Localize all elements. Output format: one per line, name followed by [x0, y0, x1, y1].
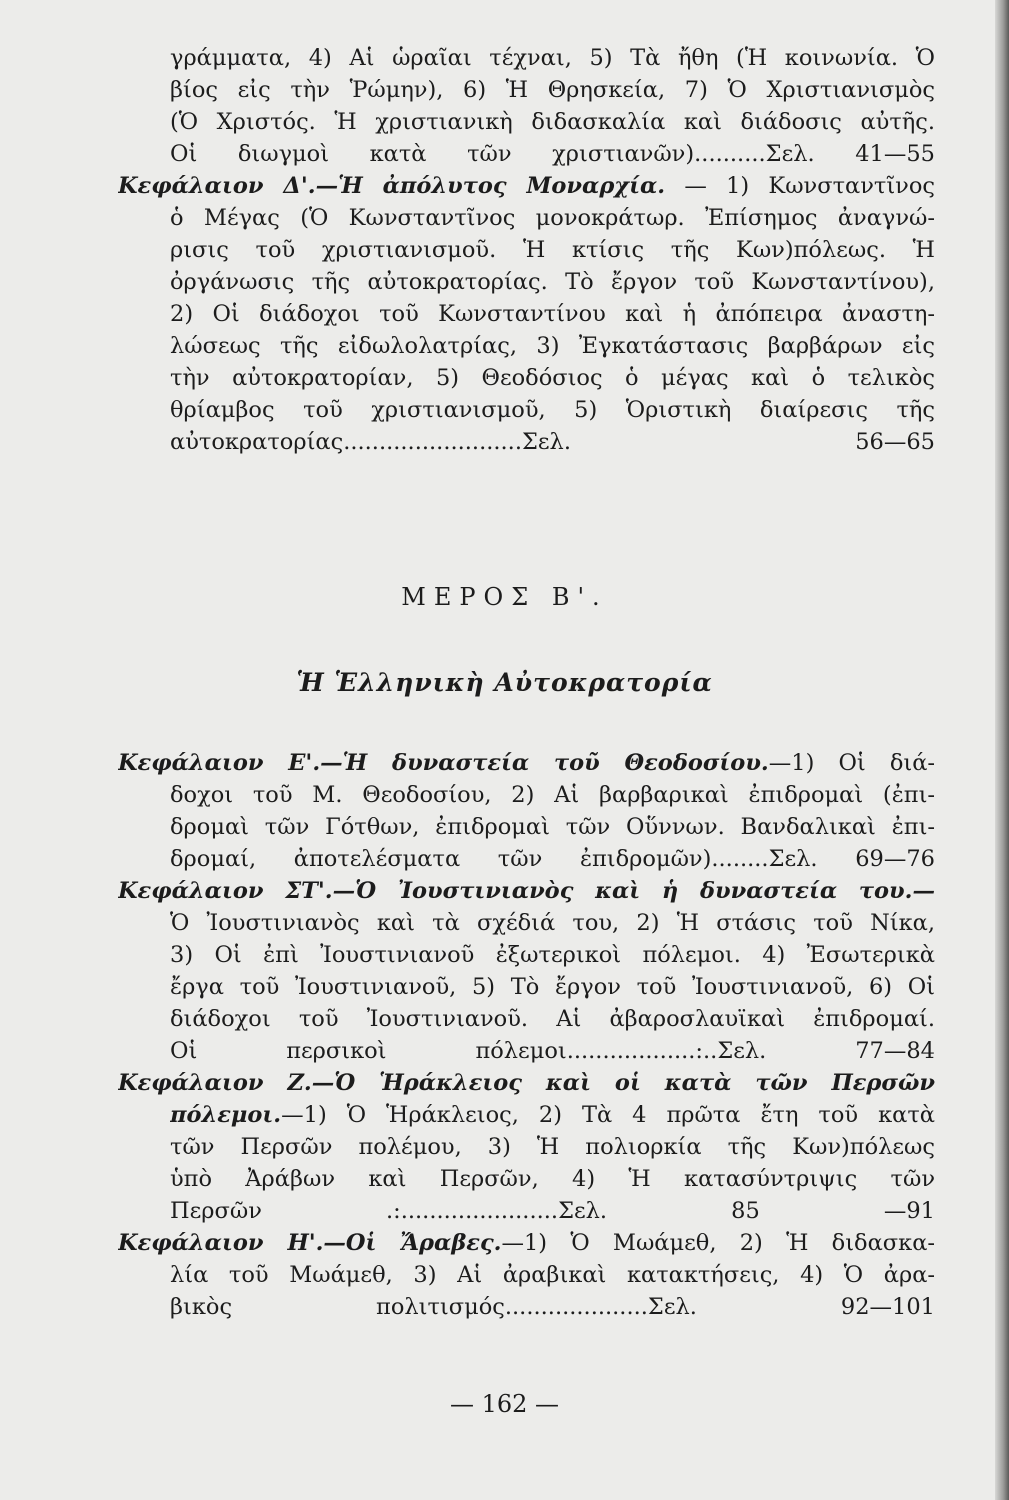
- text-line: τῶν Περσῶν πολέμου, 3) Ἡ πολιορκία τῆς Κων)πόλεως: [170, 1134, 935, 1160]
- text-line: βίος εἰς τὴν Ῥώμην), 6) Ἡ Θρησκεία, 7) Ὁ Χριστιανισμὸς: [170, 77, 935, 103]
- page-edge-shadow: [995, 0, 1009, 1500]
- chapter-e-label: Κεφάλαιον Ε'.—Ἡ δυναστεία τοῦ Θεοδοσίου.: [118, 750, 769, 776]
- text-line: 3) Οἱ ἐπὶ Ἰουστινιανοῦ ἐξωτερικοὶ πόλεμοι. 4) Ἐσωτερικὰ: [170, 942, 935, 968]
- chapter-h-label: Κεφάλαιον Η'.—Οἱ Ἄραβες.: [118, 1230, 502, 1256]
- chapter-h-heading: [118, 1227, 935, 1259]
- text-line: ὑπὸ Ἀράβων καὶ Περσῶν, 4) Ἡ κατασύντριψις τῶν: [170, 1166, 935, 1192]
- text-line: γράμματα, 4) Αἱ ὡραῖαι τέχναι, 5) Τὰ ἤθη (Ἡ κοινωνία. Ὁ: [170, 45, 935, 71]
- toc-upper: [118, 42, 935, 458]
- chapter-d-label: Κεφάλαιον Δ'.—Ἡ ἀπόλυτος Μοναρχία.: [118, 173, 666, 199]
- part-subtitle: Ἡ Ἑλληνικὴ Αὐτοκρατορία: [296, 668, 713, 697]
- chapter-st-label: Κεφάλαιον ΣΤ'.—Ὁ Ἰουστινιανὸς καὶ ἡ δυναστεία του.—: [118, 878, 935, 904]
- text-line: Οἱ περσικοὶ πόλεμοι..................:..Σελ. 77—84: [170, 1038, 935, 1064]
- chapter-e-first: —1) Οἱ διά-: [768, 750, 935, 776]
- text-line: αὐτοκρατορίας.........................Σελ. 56—65: [170, 429, 935, 455]
- text-line: βικὸς πολιτισμός....................Σελ. 92—101: [170, 1294, 935, 1320]
- toc-lower: [118, 747, 935, 1323]
- text-line: Οἱ διωγμοὶ κατὰ τῶν χριστιανῶν)..........Σελ. 41—55: [170, 141, 935, 167]
- text-line: Περσῶν .:......................Σελ. 85 —91: [170, 1198, 935, 1224]
- text-line: τὴν αὐτοκρατορίαν, 5) Θεοδόσιος ὁ μέγας καὶ ὁ τελικὸς: [170, 365, 935, 391]
- text-line: ἔργα τοῦ Ἰουστινιανοῦ, 5) Τὸ ἔργον τοῦ Ἰουστινιανοῦ, 6) Οἱ: [170, 974, 935, 1000]
- text-line: δρομαὶ τῶν Γότθων, ἐπιδρομαὶ τῶν Οὕννων. Βανδαλικαὶ ἐπι-: [170, 814, 935, 840]
- text-line: λία τοῦ Μωάμεθ, 3) Αἱ ἀραβικαὶ κατακτήσεις, 4) Ὁ ἀρα-: [170, 1262, 935, 1288]
- text-line: διάδοχοι τοῦ Ἰουστινιανοῦ. Αἱ ἀβαροσλαυϊκαὶ ἐπιδρομαί.: [170, 1006, 935, 1032]
- text-line: θρίαμβος τοῦ χριστιανισμοῦ, 5) Ὁριστικὴ διαίρεσις τῆς: [170, 397, 935, 423]
- text-line: δρομαί, ἀποτελέσματα τῶν ἐπιδρομῶν)........Σελ. 69—76: [170, 846, 935, 872]
- text-line: 2) Οἱ διάδοχοι τοῦ Κωνσταντίνου καὶ ἡ ἀπόπειρα ἀναστη-: [170, 301, 935, 327]
- chapter-z-label: Κεφάλαιον Ζ.—Ὁ Ἡράκλειος καὶ οἱ κατὰ τῶν Περσῶν: [118, 1070, 935, 1096]
- chapter-z-label2: πόλεμοι.: [170, 1102, 282, 1128]
- chapter-st-heading: [118, 875, 935, 907]
- text-line: ὁ Μέγας (Ὁ Κωνσταντῖνος μονοκράτωρ. Ἐπίσημος ἀναγνώ-: [170, 205, 935, 231]
- text-line: ὀργάνωσις τῆς αὐτοκρατορίας. Τὸ ἔργον τοῦ Κωνσταντίνου),: [170, 269, 935, 295]
- text-line: δοχοι τοῦ Μ. Θεοδοσίου, 2) Αἱ βαρβαρικαὶ ἐπιδρομαὶ (ἐπι-: [170, 782, 935, 808]
- chapter-d-first: — 1) Κωνσταντῖνος: [684, 173, 935, 199]
- text-line: Ὁ Ἰουστινιανὸς καὶ τὰ σχέδιά του, 2) Ἡ στάσις τοῦ Νίκα,: [170, 910, 935, 936]
- text-line: ρισις τοῦ χριστιανισμοῦ. Ἡ κτίσις τῆς Κων)πόλεως. Ἡ: [170, 237, 935, 263]
- chapter-z-second: [170, 1099, 935, 1131]
- part-heading: ΜΕΡΟΣ Β'.: [401, 583, 608, 611]
- chapter-z-first: —1) Ὁ Ἡράκλειος, 2) Τὰ 4 πρῶτα ἔτη τοῦ κατὰ: [281, 1102, 935, 1128]
- chapter-z-heading: [118, 1067, 935, 1099]
- text-line: λώσεως τῆς εἰδωλολατρίας, 3) Ἐγκατάστασις βαρβάρων εἰς: [170, 333, 935, 359]
- chapter-e-heading: [118, 747, 935, 779]
- page-number: — 162 —: [449, 1390, 560, 1418]
- chapter-d-heading: [118, 170, 935, 202]
- text-line: (Ὁ Χριστός. Ἡ χριστιανικὴ διδασκαλία καὶ διάδοσις αὐτῆς.: [170, 109, 935, 135]
- chapter-h-first: —1) Ὁ Μωάμεθ, 2) Ἡ διδασκα-: [501, 1230, 935, 1256]
